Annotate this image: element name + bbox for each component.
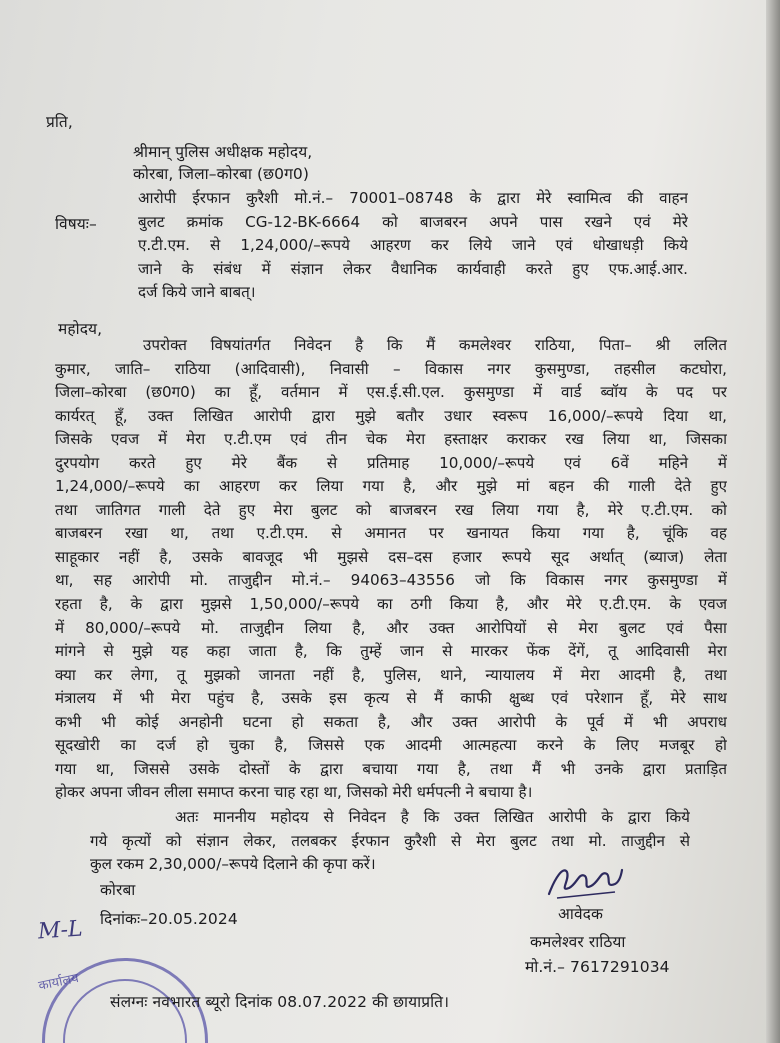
body-paragraph [55,334,727,805]
applicant-label: आवेदक [558,905,603,923]
body-line: मांगने से मुझे यह कहा जाता है, कि तुम्हें जान से मारकर फेंक देंगें, तू आदिवासी मेरा [55,642,727,661]
closing-line: कुल रकम 2,30,000/–रूपये दिलाने की कृपा करें। [90,855,376,874]
page-edge-shadow [766,0,780,1043]
body-line: सूदखोरी का दर्ज हो चुका है, जिससे एक आदमी आत्महत्या करने के लिए मजबूर हो [55,736,727,755]
addressee-line-1: श्रीमान् पुलिस अधीक्षक महोदय, [133,143,313,161]
body-line: दुरपयोग करते हुए मेरे बैंक से प्रतिमाह 10,000/–रूपये एवं 6वें महिने में [55,453,727,472]
date-line: दिनांकः–20.05.2024 [100,910,238,928]
closing-line: गये कृत्यों को संज्ञान लेकर, तलबकर ईरफान कुरैशी से मेरा बुलट तथा मो. ताजुद्दीन से [90,831,690,850]
subject-line: दर्ज किये जाने बाबत्। [138,283,256,302]
body-line: में 80,000/–रूपये मो. ताजुद्दीन लिया है, और उक्त आरोपियों से मेरा बुलट एवं पैसा [55,618,727,637]
body-line: कभी भी कोई अनहोनी घटना हो सकता है, और उक्त आरोपी के पूर्व में भी अपराध [55,712,727,731]
subject-block [138,187,688,305]
body-line: जिसके एवज में मेरा ए.टी.एम एवं तीन चेक मेरा हस्ताक्षर कराकर रख लिया था, जिसका [55,430,727,449]
body-line: था, सह आरोपी मो. ताजुद्दीन मो.नं.– 94063–43556 जो कि विकास नगर कुसमुण्डा में [55,571,727,590]
body-line: कुमार, जाति– राठिया (आदिवासी), निवासी – विकास नगर कुसमुण्डा, तहसील कटघोरा, [55,359,727,378]
place: कोरबा [100,881,136,899]
subject-line: ए.टी.एम. से 1,24,000/–रूपये आहरण कर लिये जाने एवं धोखाधड़ी किये [138,236,688,255]
body-line: 1,24,000/–रूपये का आहरण कर लिया गया है, और मुझे मां बहन की गाली देते हुए [55,477,727,496]
applicant-mobile: मो.नं.– 7617291034 [525,958,670,976]
body-line: कार्यरत् हूँ, उक्त लिखित आरोपी द्वारा मुझे बतौर उधार स्वरूप 16,000/–रूपये दिया था, [55,406,727,425]
body-line: क्या कर लेगा, तू मुझको जानता नहीं है, पुलिस, थाने, न्यायालय में मेरा आदमी है, तथा [55,665,727,684]
to-label: प्रति, [46,113,73,131]
body-line: होकर अपना जीवन लीला समाप्त करना चाह रहा था, जिसको मेरी धर्मपत्नी ने बचाया है। [55,783,533,802]
office-stamp-text: कार्यालय [37,970,81,995]
subject-line: जाने के संबंध में संज्ञान लेकर वैधानिक कार्यवाही करते हुए एफ.आई.आर. [138,259,688,278]
subject-label: विषयः– [55,215,97,233]
body-line: रहता है, के द्वारा मुझसे 1,50,000/–रूपये का ठगी किया है, और मेरे ए.टी.एम. के एवज [55,595,727,614]
body-line: साहूकार नहीं है, उसके बावजूद भी मुझसे दस–दस हजार रूपये सूद अर्थात् (ब्याज) लेता [55,547,727,566]
enclosure-line: संलग्नः नवभारत ब्यूरो दिनांक 08.07.2022 की छायाप्रति। [110,993,450,1011]
body-line: गया था, जिससे उसके दोस्तों के द्वारा बचाया गया है, तथा मैं भी उनके द्वारा प्रताड़ित [55,759,727,778]
handwritten-note: M-L [37,916,84,945]
body-line: तथा जातिगत गाली देते हुए मेरा बुलट को बाजबरन रख लिया गया है, मेरे ए.टी.एम. को [55,500,727,519]
body-line: मंत्रालय में भी मेरा पहुंच है, उसके इस कृत्य से मैं काफी क्षुब्ध एवं परेशान हूँ, मेरे साथ [55,689,727,708]
signature [545,858,625,903]
applicant-name: कमलेश्वर राठिया [530,933,626,951]
body-line: जिला–कोरबा (छ0ग0) का हूँ, वर्तमान में एस.ई.सी.एल. कुसमुण्डा में वार्ड ब्वॉय के पद पर [55,383,727,402]
addressee-line-2: कोरबा, जिला–कोरबा (छ0ग0) [133,165,310,183]
body-line: उपरोक्त विषयांतर्गत निवेदन है कि मैं कमलेश्वर राठिया, पिता– श्री ललित [143,336,727,354]
body-line: बाजबरन रखा था, तथा ए.टी.एम. से अमानत पर खनायत किया गया है, चूंकि वह [55,524,727,543]
subject-line: आरोपी ईरफान कुरैशी मो.नं.– 70001–08748 के द्वारा मेरे स्वामित्व की वाहन [138,189,688,207]
salutation: महोदय, [58,320,103,338]
subject-line: बुलट क्रमांक CG-12-BK-6664 को बाजबरन अपने पास रखने एवं मेरे [138,212,688,231]
closing-line: अतः माननीय महोदय से निवेदन है कि उक्त लिखित आरोपी के द्वारा किये [175,808,690,826]
